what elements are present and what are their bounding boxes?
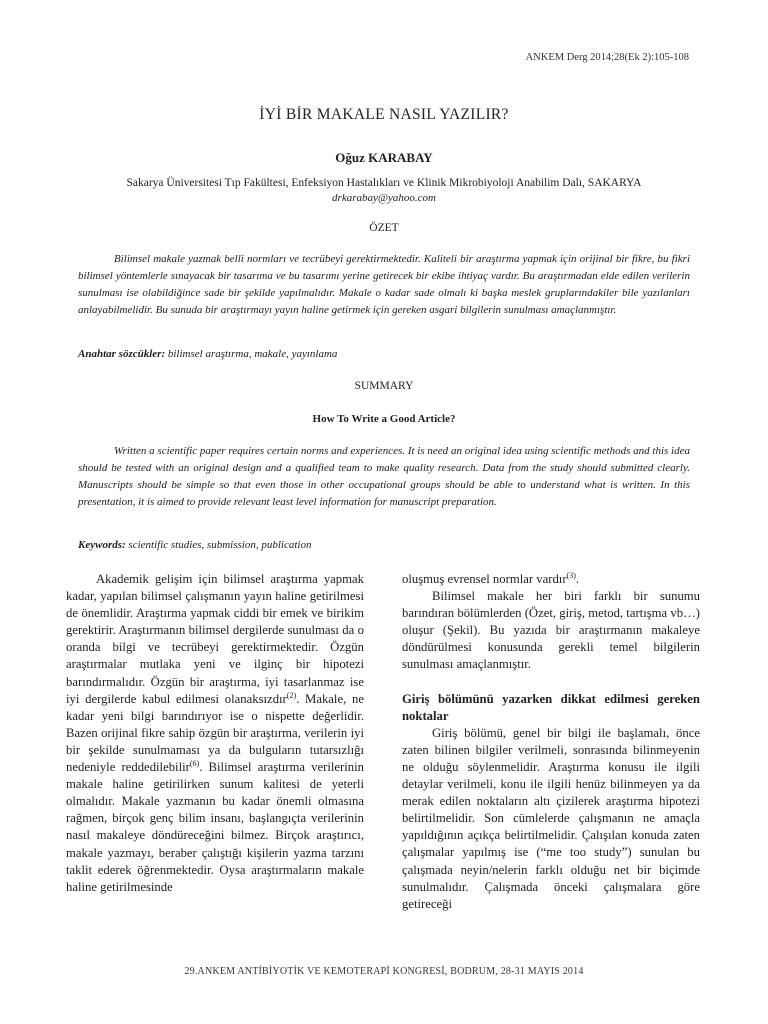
summary-keywords-label: Keywords: xyxy=(78,539,126,551)
ozet-keywords-label: Anahtar sözcükler: xyxy=(78,348,166,360)
ozet-keywords-value: bilimsel araştırma, makale, yayınlama xyxy=(167,348,338,360)
body-text: . Bilimsel araştırma verilerinin makale haline getirilirken sunum kalitesi de yeterli olmalıdır. Makale yazmanın bu kadar önemli olmasına rağmen, birçok genç bilim insanı, başlangıçta verilerinin nasıl makaleye döndüreceğini bilmez. Birçok araştırıcı, makale yazmayı, beraber çalıştığı kişilerin yazma tarzını taklit ederek öğrenmektedir. Oysa araştırmaların makale haline getirilmesinde xyxy=(66,760,364,894)
citation-ref: (6) xyxy=(189,758,200,768)
body-text: . xyxy=(575,572,580,586)
body-column-left xyxy=(66,571,364,896)
summary-subtitle: How To Write a Good Article? xyxy=(312,413,456,425)
ozet-heading: ÖZET xyxy=(369,222,399,234)
body-paragraph: Giriş bölümü, genel bir bilgi ile başlamalı, önce zaten bilinen bilgiler verilmeli, sonrasında bilinmeyenin ne olduğu söylenmelidir. Araştırma konusu ile ilgili detaylar verilmeli, konu ile ilgili henüz bilinmeyen ya da merak edilen noktaların altı çizilerek araştırma hipotezi belirtilmelidir. Son cümlelerde çalışmanın ne amaçla yapıldığının açıkça belirtilmelidir. Çalışılan konuda zaten çalışmalar yapılmış ise (“me too study”) sunulan bu çalışmada neyin/nelerin farklı olduğu net bir biçimde sunulmalıdır. Çalışmada önceki çalışmalara göre getireceği xyxy=(402,725,700,911)
summary-text: Written a scientific paper requires certain norms and experiences. It is need an original idea using scientific methods and this idea should be tested with an original design and a qualified team to make quality research. Data from the study should submitted clearly. Manuscripts should be simple so that even those in other occupational groups should be able to understand what is written. In this presentation, it is aimed to provide relevant least level information for manuscript preparation. xyxy=(78,445,690,508)
ozet-text: Bilimsel makale yazmak belli normları ve tecrübeyi gerektirmektedir. Kaliteli bir araştırma yapmak için orijinal bir fikre, bu fikri bilimsel yöntemlerle sınayacak bir tasarıma ve bu tasarımı yerine getirecek bir ekibe ihtiyaç vardır. Bu araştırmadan elde edilen verilerin sunulması ise olabildiğince sade bir şekilde yapılmalıdır. Makale o kadar sade olmalı ki başka meslek gruplarındakiler bile yazılanları anlayabilmelidir. Bu sunuda bir araştırmayı yayın haline getirmek için gereken asgari bilgilerin sunulması amaçlanmıştır. xyxy=(78,253,690,316)
body-column-right xyxy=(402,571,700,913)
citation-ref: (3) xyxy=(566,570,576,580)
author-name: Oğuz KARABAY xyxy=(335,150,433,165)
author-affiliation: Sakarya Üniversitesi Tıp Fakültesi, Enfeksiyon Hastalıkları ve Klinik Mikrobiyoloji Anabilim Dalı, SAKARYA xyxy=(126,177,642,189)
summary-heading: SUMMARY xyxy=(354,380,414,392)
article-title: İYİ BİR MAKALE NASIL YAZILIR? xyxy=(259,106,509,123)
summary-keywords-value: scientific studies, submission, publication xyxy=(128,539,312,551)
body-paragraph: Bilimsel makale her biri farklı bir sunumu barındıran bölümlerden (Özet, giriş, metod, tartışma vb…) oluşur (Şekil). Bu yazıda bir araştırmanın makaleye döndürülmesi konusunda gerekli temel bilgilerin sunulması amaçlanmıştır. xyxy=(402,589,700,672)
summary-keywords xyxy=(78,539,690,551)
body-paragraph xyxy=(66,571,364,896)
page-footer: 29.ANKEM ANTİBİYOTİK VE KEMOTERAPİ KONGRESİ, BODRUM, 28-31 MAYIS 2014 xyxy=(184,966,584,977)
section-subheading: Giriş bölümünü yazarken dikkat edilmesi gereken noktalar xyxy=(402,691,700,723)
ozet-keywords xyxy=(78,348,690,360)
journal-reference: ANKEM Derg 2014;28(Ek 2):105-108 xyxy=(525,52,689,63)
author-email: drkarabay@yahoo.com xyxy=(332,192,436,204)
body-paragraph xyxy=(402,571,700,588)
body-text: . Makale, ne kadar yeni bilgi barındırıyor ise o nispette değerlidir. Bazen orijinal fikre sahip özgün bir araştırma, verilerin iyi bir şekilde sunulmaması ya da bulguların tutarsızlığı nedeniyle reddedilebilir xyxy=(66,691,364,775)
body-text: oluşmuş evrensel normlar vardır xyxy=(402,572,567,586)
citation-ref: (2) xyxy=(286,690,297,700)
body-text: Akademik gelişim için bilimsel araştırma yapmak kadar, yapılan bilimsel çalışmanın yayın haline getirilmesi de önemlidir. Araştırma yapmak ciddi bir emek ve birikim gerektirir. Araştırmanın bilimsel dergilerde sunulması da o oranda bilgi ve tecrübeyi gerektirmektedir. Özgün araştırmalar mutlaka yeni ve ilginç bir hipotezi barındırmalıdır. Özgün bir araştırma, iyi tasarlanmaz ise iyi dergilerde kabul edilmesi olanaksızdır xyxy=(66,572,364,706)
